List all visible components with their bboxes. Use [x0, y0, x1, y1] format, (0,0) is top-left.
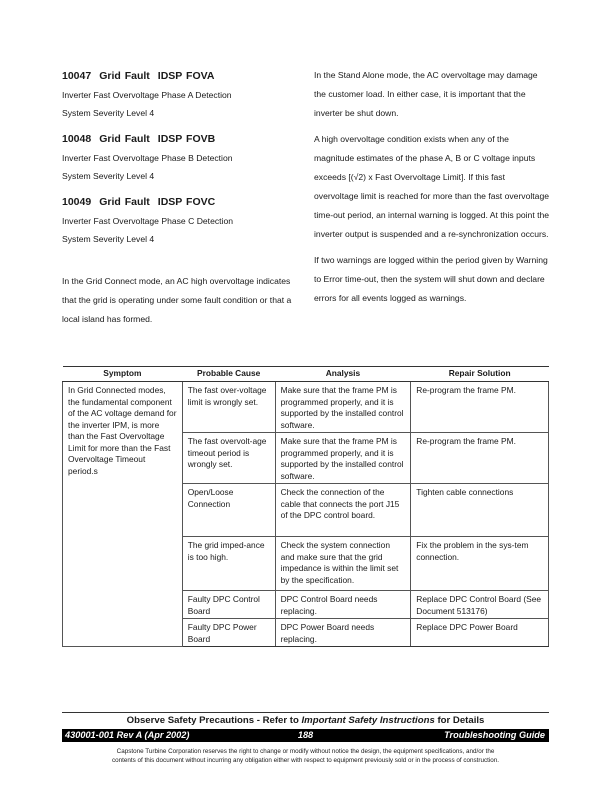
header-probable-cause: Probable Cause: [182, 367, 275, 382]
fault-description: Inverter Fast Overvoltage Phase C Detection: [62, 216, 233, 226]
stand-alone-paragraph: In the Stand Alone mode, the AC overvoltage may damage the customer load. In either case, it is important that the inverter be shut down.: [314, 70, 538, 118]
solution-cell: Re-program the frame PM.: [411, 382, 549, 433]
fault-type: Grid Fault: [99, 196, 150, 208]
footer-divider: [62, 712, 549, 713]
troubleshooting-table: [62, 366, 549, 647]
analysis-cell: Check the system connection and make sure that the grid impedance is within the limit set by the specification.: [275, 537, 411, 591]
fault-code: 10048: [62, 133, 92, 145]
fault-type: Grid Fault: [99, 133, 150, 145]
footer-bar: [62, 729, 549, 742]
left-column: [62, 66, 298, 329]
fault-entry-10049: [62, 192, 298, 248]
solution-cell: Tighten cable connections: [411, 484, 549, 537]
page-number: 188: [297, 730, 314, 740]
analysis-cell: Check the connection of the cable that connects the port J15 of the DPC control board.: [275, 484, 411, 537]
fault-description: Inverter Fast Overvoltage Phase A Detection: [62, 90, 232, 100]
fault-entry-10048: [62, 129, 298, 185]
fault-name: IDSP FOVC: [157, 196, 216, 208]
safety-notice-suffix: for Details: [434, 715, 485, 726]
cause-cell: The fast overvolt-age timeout period is wrongly set.: [182, 433, 275, 484]
safety-notice-prefix: Observe Safety Precautions - Refer to: [126, 715, 302, 726]
right-column: [314, 66, 550, 315]
fault-code: 10049: [62, 196, 92, 208]
fault-heading: [62, 66, 298, 86]
header-analysis: Analysis: [275, 367, 411, 382]
fault-severity: System Severity Level 4: [62, 234, 155, 244]
cause-cell: Open/Loose Connection: [182, 484, 275, 537]
analysis-cell: Make sure that the frame PM is programmed properly, and it is supported by the installed control software.: [275, 433, 411, 484]
fault-entry-10047: [62, 66, 298, 122]
solution-cell: Re-program the frame PM.: [411, 433, 549, 484]
cause-cell: The grid imped-ance is too high.: [182, 537, 275, 591]
disclaimer-line: Capstone Turbine Corporation reserves the right to change or modify without notice the design, the equipment specifications, and/or the: [116, 748, 495, 755]
analysis-cell: Make sure that the frame PM is programmed properly, and it is supported by the installed control software.: [275, 382, 411, 433]
table-header-row: [63, 367, 549, 382]
fault-name: IDSP FOVA: [157, 70, 215, 82]
document-number: 430001-001 Rev A (Apr 2002): [65, 730, 190, 740]
overvoltage-condition-paragraph: A high overvoltage condition exists when any of the magnitude estimates of the phase A, B or C voltage inputs exceeds [(√2) x Fast Overvoltage Limit]. If this fast overvoltage limit is reached for more than the fast overvoltage time-out period, an internal warning is logged. At this point the inverter output is suspended and a re-synchronization occurs.: [314, 134, 550, 239]
fault-heading: [62, 192, 298, 212]
analysis-cell: DPC Power Board needs replacing.: [275, 619, 411, 647]
fault-heading: [62, 129, 298, 149]
symptom-cell: In Grid Connected modes, the fundamental component of the AC voltage demand for the inverter IPM, is more than the Fast Overvoltage Limit for more than the Fast Overvoltage Timeout period.s: [63, 382, 183, 647]
fault-severity: System Severity Level 4: [62, 171, 155, 181]
fault-description: Inverter Fast Overvoltage Phase B Detection: [62, 153, 233, 163]
guide-title: Troubleshooting Guide: [444, 730, 545, 740]
fault-severity: System Severity Level 4: [62, 108, 155, 118]
safety-notice: [62, 715, 549, 726]
fault-code: 10047: [62, 70, 92, 82]
header-symptom: Symptom: [63, 367, 183, 382]
fault-type: Grid Fault: [99, 70, 150, 82]
solution-cell: Replace DPC Power Board: [411, 619, 549, 647]
header-repair-solution: Repair Solution: [411, 367, 549, 382]
fault-name: IDSP FOVB: [157, 133, 216, 145]
cause-cell: Faulty DPC Power Board: [182, 619, 275, 647]
table-row: [63, 382, 549, 433]
solution-cell: Replace DPC Control Board (See Document 513176): [411, 591, 549, 619]
disclaimer: [62, 747, 549, 765]
safety-instructions-reference: Important Safety Instructions: [301, 715, 435, 726]
analysis-cell: DPC Control Board needs replacing.: [275, 591, 411, 619]
cause-cell: The fast over-voltage limit is wrongly set.: [182, 382, 275, 433]
solution-cell: Fix the problem in the sys-tem connection.: [411, 537, 549, 591]
warnings-paragraph: If two warnings are logged within the period given by Warning to Error time-out, then the system will shut down and declare errors for all events logged as warnings.: [314, 255, 548, 303]
cause-cell: Faulty DPC Control Board: [182, 591, 275, 619]
disclaimer-line: contents of this document without incurring any obligation either with respect to equipment previously sold or in the process of construction.: [111, 757, 500, 764]
grid-connect-paragraph: In the Grid Connect mode, an AC high overvoltage indicates that the grid is operating under some fault condition or that a local island has formed.: [62, 276, 292, 324]
